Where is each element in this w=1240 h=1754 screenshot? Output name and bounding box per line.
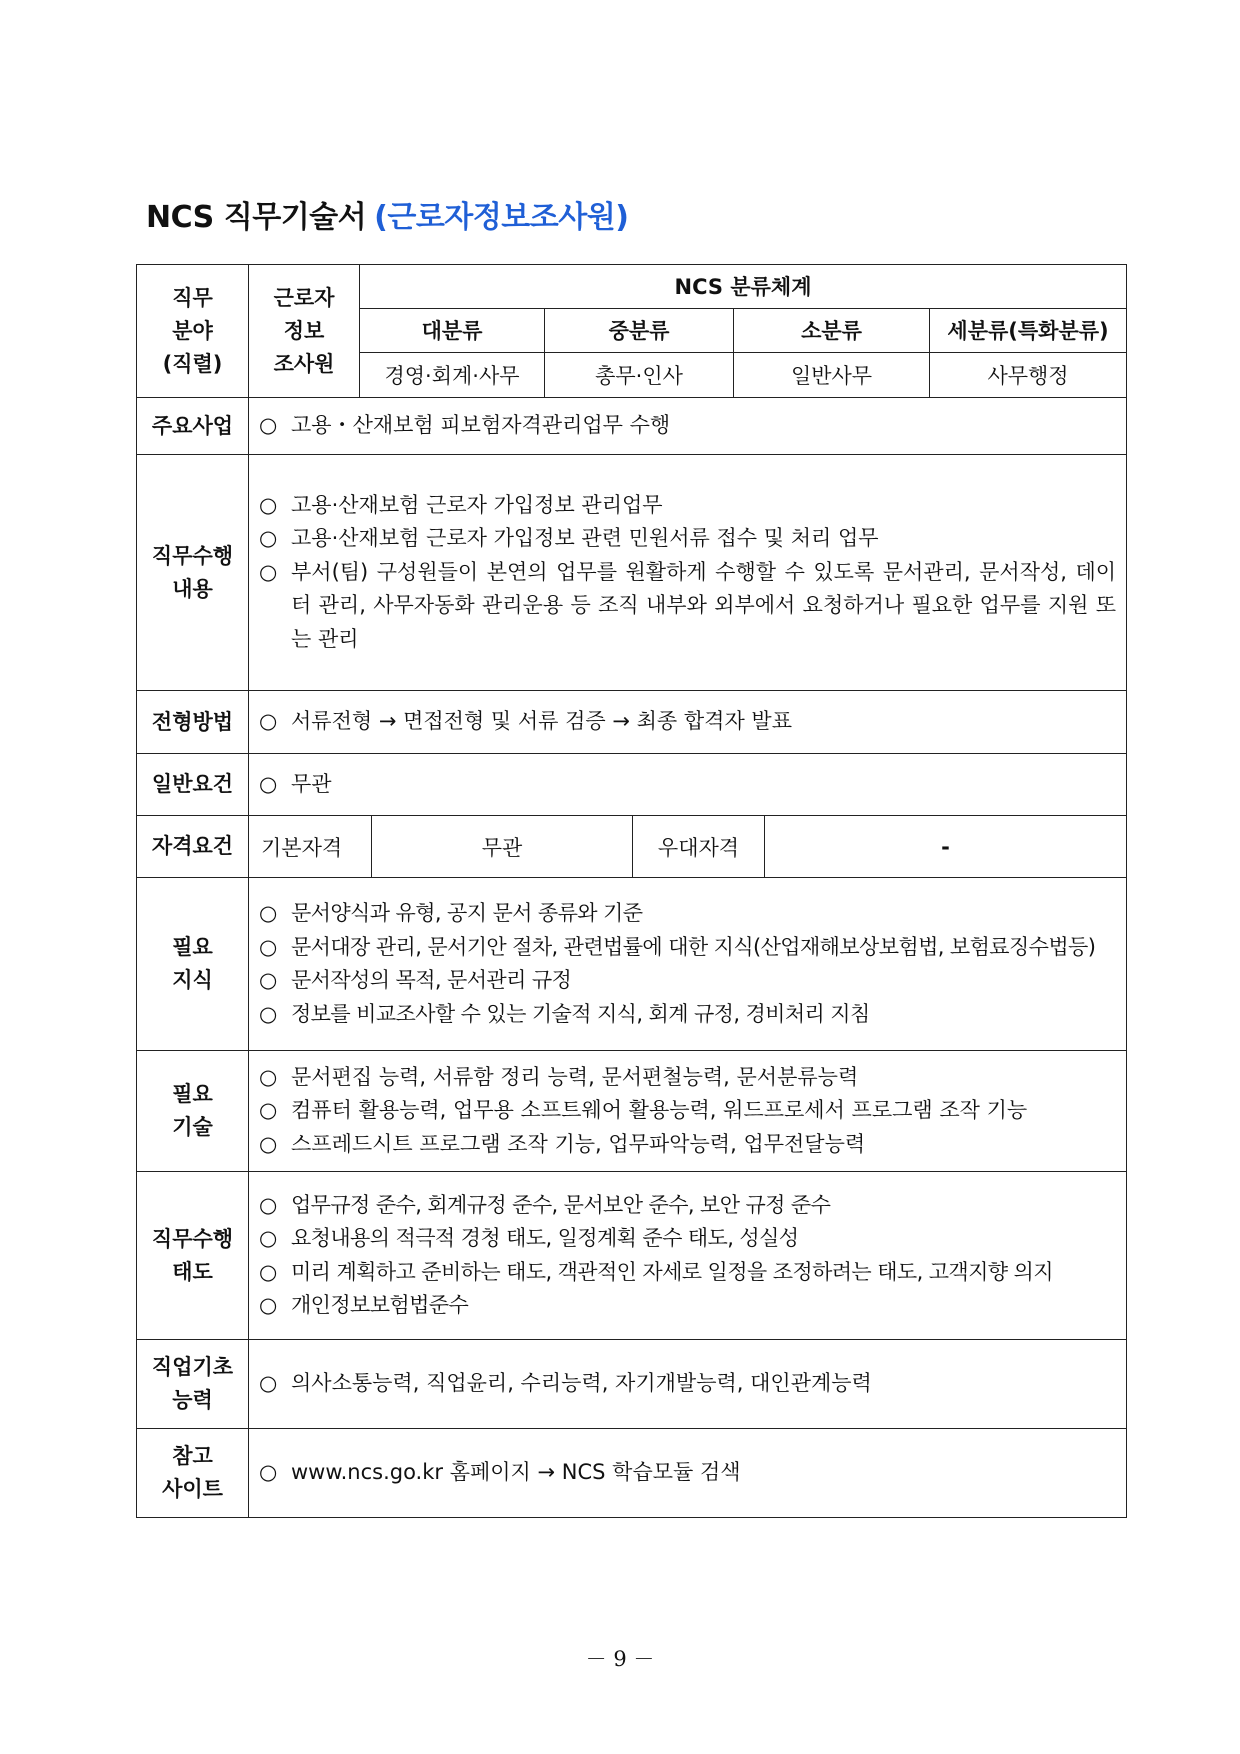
preferred-qual-label: 우대자격 <box>633 816 765 877</box>
class-value-major: 경영·회계·사무 <box>360 353 545 398</box>
list-item: ○ 고용・산재보험 피보험자격관리업무 수행 <box>259 409 1116 443</box>
job-description-table <box>136 264 1127 1518</box>
class-header-minor: 소분류 <box>734 309 930 353</box>
duties-label: 직무수행 내용 <box>137 455 249 691</box>
page-number: － 9 － <box>585 1647 655 1671</box>
list-item: ○ 문서대장 관리, 문서기안 절차, 관련법률에 대한 지식(산업재해보상보험법, 보험료징수법등) <box>259 931 1116 965</box>
list-item: ○ 개인정보보험법준수 <box>259 1289 1116 1323</box>
general-req-content <box>249 754 1127 816</box>
preferred-qual-value: - <box>941 834 950 859</box>
list-item: ○ 업무규정 준수, 회계규정 준수, 문서보안 준수, 보안 규정 준수 <box>259 1189 1116 1223</box>
list-item: ○ 컴퓨터 활용능력, 업무용 소프트웨어 활용능력, 워드프로세서 프로그램 조작 기능 <box>259 1094 1116 1128</box>
basic-qual-label: 기본자격 <box>249 816 372 877</box>
qualification-content <box>249 816 1127 878</box>
list-item: ○ 부서(팀) 구성원들이 본연의 업무를 원활하게 수행할 수 있도록 문서관리, 문서작성, 데이터 관리, 사무자동화 관리운용 등 조직 내부와 외부에서 요청하거나 필요한 업무를 지원 또는 관리 <box>259 556 1116 657</box>
job-name: 근로자 정보 조사원 <box>249 265 360 398</box>
class-header-major: 대분류 <box>360 309 545 353</box>
list-item: ○ 미리 계획하고 준비하는 태도, 객관적인 자세로 일정을 조정하려는 태도, 고객지향 의지 <box>259 1256 1116 1290</box>
attitude-content <box>249 1172 1127 1340</box>
list-item: ○ 고용·산재보험 근로자 가입정보 관리업무 <box>259 489 1116 523</box>
basic-ability-label: 직업기초 능력 <box>137 1340 249 1429</box>
main-business-content <box>249 398 1127 455</box>
list-item: ○ 정보를 비교조사할 수 있는 기술적 지식, 회계 규정, 경비처리 지침 <box>259 998 1116 1032</box>
basic-qual-value: 무관 <box>372 816 633 877</box>
duties-content <box>249 455 1127 691</box>
main-business-label: 주요사업 <box>137 398 249 455</box>
class-header-middle: 중분류 <box>545 309 734 353</box>
reference-link[interactable]: ○ www.ncs.go.kr 홈페이지 → NCS 학습모듈 검색 <box>259 1456 1116 1490</box>
reference-label: 참고 사이트 <box>137 1429 249 1518</box>
reference-content <box>249 1429 1127 1518</box>
job-field-label: 직무 분야 (직렬) <box>137 265 249 398</box>
list-item: ○ 서류전형 → 면접전형 및 서류 검증 → 최종 합격자 발표 <box>259 705 1116 739</box>
list-item: ○ 무관 <box>259 768 1116 802</box>
class-header-detail: 세분류(특화분류) <box>930 309 1127 353</box>
list-item: ○ 문서편집 능력, 서류함 정리 능력, 문서편철능력, 문서분류능력 <box>259 1061 1116 1095</box>
list-item: ○ 문서작성의 목적, 문서관리 규정 <box>259 964 1116 998</box>
title-main: NCS 직무기술서 <box>146 200 367 235</box>
list-item: ○ 요청내용의 적극적 경청 태도, 일정계획 준수 태도, 성실성 <box>259 1222 1116 1256</box>
attitude-label: 직무수행 태도 <box>137 1172 249 1340</box>
title-sub: (근로자정보조사원) <box>374 200 629 235</box>
general-req-label: 일반요건 <box>137 754 249 816</box>
qualification-label: 자격요건 <box>137 816 249 878</box>
class-value-minor: 일반사무 <box>734 353 930 398</box>
list-item: ○ 고용·산재보험 근로자 가입정보 관련 민원서류 접수 및 처리 업무 <box>259 522 1116 556</box>
skills-content <box>249 1051 1127 1172</box>
class-value-detail: 사무행정 <box>930 353 1127 398</box>
list-item: ○ 스프레드시트 프로그램 조작 기능, 업무파악능력, 업무전달능력 <box>259 1128 1116 1162</box>
page-title <box>146 192 628 236</box>
selection-label: 전형방법 <box>137 691 249 754</box>
list-item: ○ 의사소통능력, 직업윤리, 수리능력, 자기개발능력, 대인관계능력 <box>259 1367 1116 1401</box>
skills-label: 필요 기술 <box>137 1051 249 1172</box>
selection-content <box>249 691 1127 754</box>
knowledge-content <box>249 878 1127 1051</box>
class-value-middle: 총무·인사 <box>545 353 734 398</box>
basic-ability-content <box>249 1340 1127 1429</box>
ncs-header: NCS 분류체계 <box>360 265 1127 309</box>
knowledge-label: 필요 지식 <box>137 878 249 1051</box>
list-item: ○ 문서양식과 유형, 공지 문서 종류와 기준 <box>259 897 1116 931</box>
